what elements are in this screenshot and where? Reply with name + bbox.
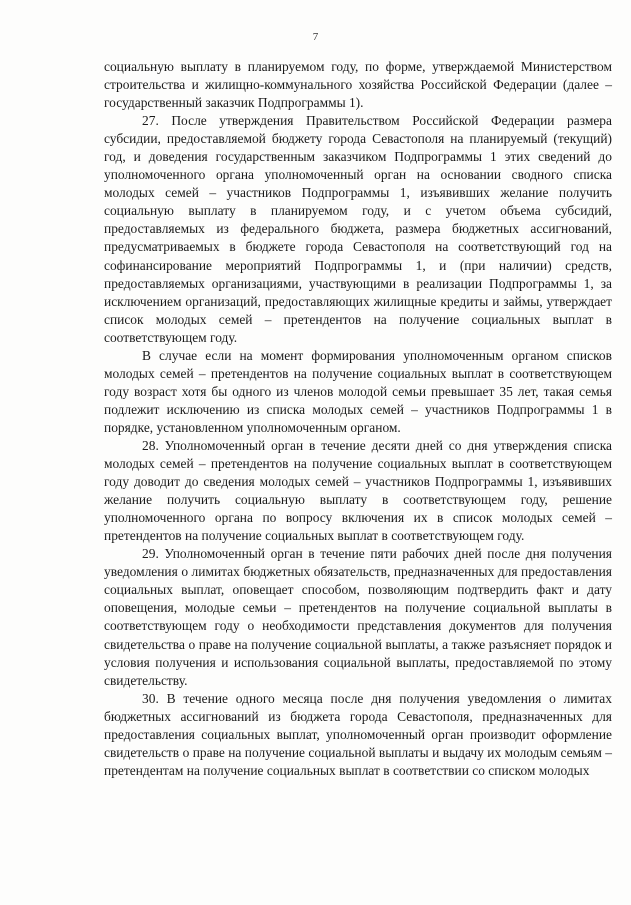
document-body — [104, 58, 612, 780]
paragraph-27-exclusion: В случае если на момент формирования уполномоченным органом списков молодых семей – претендентов на получение социальных выплат в соответствующем году возраст хотя бы одного из членов молодой семьи превышает 35 лет, такая семья подлежит исключению из списка молодых семей – участников Подпрограммы 1 в порядке, установленном уполномоченным органом. — [104, 347, 612, 435]
paragraph-continuation: социальную выплату в планируемом году, по форме, утверждаемой Министерством строительства и жилищно-коммунального хозяйства Российской Федерации (далее – государственный заказчик Подпрограммы 1). — [104, 59, 612, 111]
paragraph-30: 30. В течение одного месяца после дня получения уведомления о лимитах бюджетных ассигнований из бюджета города Севастополя, предназначенных для предоставления социальных выплат, уполномоченный орган производит оформление свидетельств о праве на получение социальной выплаты и выдачу их молодым семьям – претендентам на получение социальных выплат в соответствии со списком молодых — [104, 690, 612, 778]
paragraph-28: 28. Уполномоченный орган в течение десяти дней со дня утверждения списка молодых семей – претендентов на получение социальных выплат в соответствующем году доводит до сведения молодых семей – участников Подпрограммы 1, изъявивших желание получить социальную выплату в соответствующем году, решение уполномоченного органа по вопросу включения их в список молодых семей – претендентов на получение социальных выплат в соответствующем году. — [104, 437, 612, 544]
paragraph-27: 27. После утверждения Правительством Российской Федерации размера субсидии, предоставляемой бюджету города Севастополя на планируемый (текущий) год, и доведения государственным заказчиком Подпрограммы 1 этих сведений до уполномоченного органа уполномоченный орган на основании сводного списка молодых семей – участников Подпрограммы 1, изъявивших желание получить социальную выплату в планируемом году, и с учетом объема субсидий, предоставляемых из федерального бюджета, размера бюджетных ассигнований, предусматриваемых в бюджете города Севастополя на соответствующий год на софинансирование мероприятий Подпрограммы 1, и (при наличии) средств, предоставляемых организациями, участвующими в реализации Подпрограммы 1, за исключением организаций, предоставляющих жилищные кредиты и займы, утверждает список молодых семей – претендентов на получение социальных выплат в соответствующем году. — [104, 113, 612, 345]
page-number: 7 — [312, 31, 319, 43]
paragraph-29: 29. Уполномоченный орган в течение пяти рабочих дней после дня получения уведомления о лимитах бюджетных обязательств, предназначенных для предоставления социальных выплат, оповещает способом, позволяющим подтвердить факт и дату оповещения, молодые семьи – претендентов на получение социальной выплаты в соответствующем году о необходимости представления документов для получения свидетельства о праве на получение социальной выплаты, а также разъясняет порядок и условия получения и использования социальной выплаты, предоставляемой по этому свидетельству. — [104, 546, 612, 688]
